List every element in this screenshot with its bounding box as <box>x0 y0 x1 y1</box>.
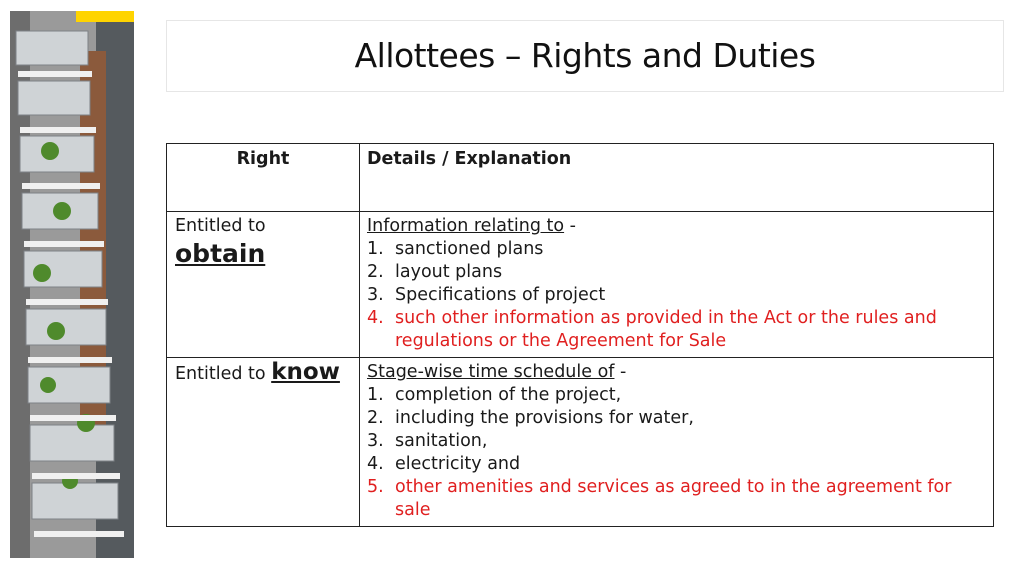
know-list <box>367 384 987 522</box>
rights-table <box>166 143 994 527</box>
item-text: completion of the project, <box>395 385 622 405</box>
item-number: 2. <box>367 262 384 282</box>
details-cell-know <box>360 358 994 527</box>
header-details: Details / Explanation <box>360 144 994 212</box>
details-cell-obtain <box>360 212 994 358</box>
item-number: 2. <box>367 408 384 428</box>
item-text: layout plans <box>395 262 503 282</box>
label-prefix: Entitled to <box>175 364 266 384</box>
obtain-list <box>367 238 987 353</box>
item-number: 1. <box>367 239 384 259</box>
list-item <box>367 261 987 284</box>
list-item <box>367 476 987 522</box>
item-text: electricity and <box>395 454 521 474</box>
table-row <box>167 358 994 527</box>
item-number: 1. <box>367 385 384 405</box>
list-item <box>367 453 987 476</box>
item-number: 3. <box>367 431 384 451</box>
label-key-know: know <box>271 359 340 385</box>
list-item <box>367 407 987 430</box>
item-text: such other information as provided in the Act or the rules and regulations or the Agreement for Sale <box>395 308 937 351</box>
building-illustration <box>10 11 134 558</box>
title-box <box>166 20 1004 92</box>
list-item <box>367 384 987 407</box>
details-intro: Stage-wise time schedule of <box>367 362 615 382</box>
page-title: Allottees – Rights and Duties <box>354 35 816 75</box>
item-number: 4. <box>367 454 384 474</box>
accent-bar <box>76 11 134 22</box>
item-number: 4. <box>367 308 384 328</box>
list-item <box>367 430 987 453</box>
label-key-obtain: obtain <box>175 239 266 268</box>
right-cell-obtain <box>167 212 360 358</box>
item-text: sanitation, <box>395 431 488 451</box>
list-item <box>367 238 987 261</box>
details-intro: Information relating to <box>367 216 565 236</box>
label-prefix: Entitled to <box>175 216 266 236</box>
item-number: 3. <box>367 285 384 305</box>
table-header-row <box>167 144 994 212</box>
item-text: including the provisions for water, <box>395 408 694 428</box>
item-text: sanctioned plans <box>395 239 544 259</box>
intro-suffix: - <box>614 362 627 382</box>
table-row <box>167 212 994 358</box>
header-right: Right <box>167 144 360 212</box>
intro-suffix: - <box>564 216 576 236</box>
item-number: 5. <box>367 477 384 497</box>
list-item <box>367 307 987 353</box>
item-text: Specifications of project <box>395 285 606 305</box>
list-item <box>367 284 987 307</box>
item-text: other amenities and services as agreed to in the agreement for sale <box>395 477 952 520</box>
right-cell-know <box>167 358 360 527</box>
